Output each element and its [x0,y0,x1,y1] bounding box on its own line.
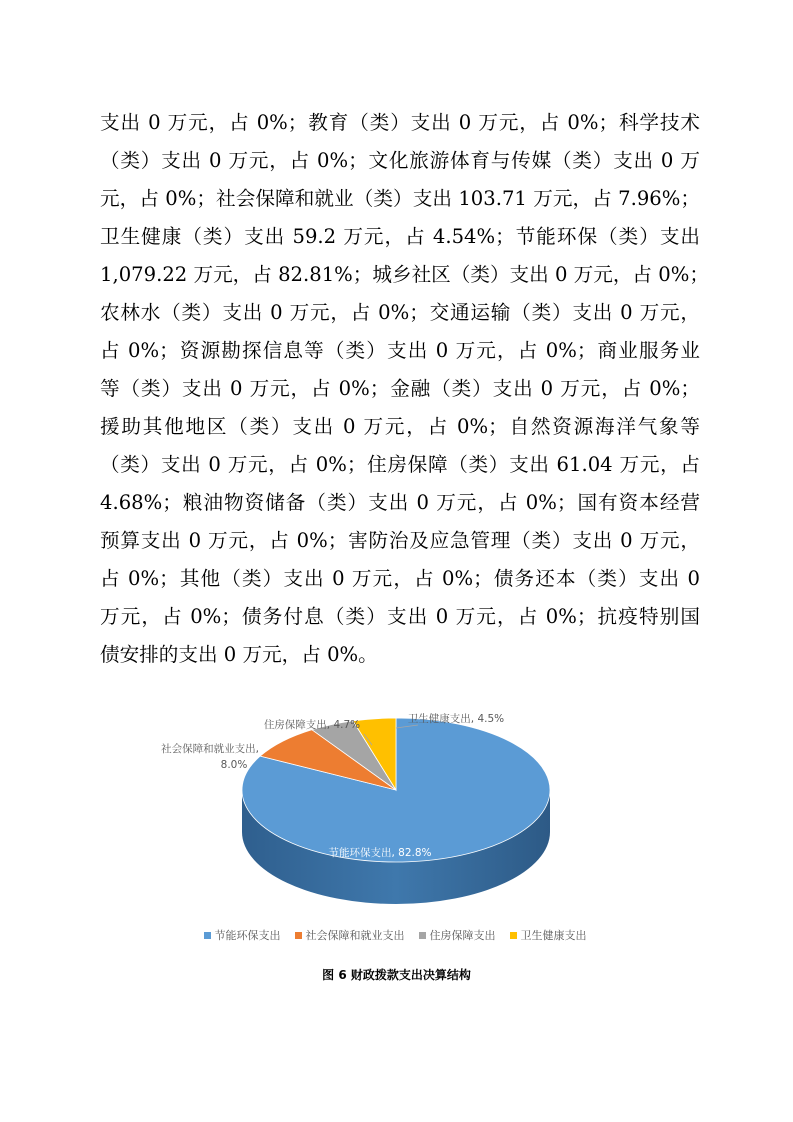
legend-swatch [510,932,517,939]
pie-chart [160,700,630,950]
paragraph-line: 债安排的支出 0 万元，占 0%。 [100,643,378,666]
legend-label: 住房保障支出 [429,929,496,942]
legend-item [510,926,587,944]
legend-label: 社会保障和就业支出 [305,929,405,942]
chart-legend [160,926,630,944]
paragraph-line: 占 0%；其他（类）支出 0 万元，占 0%；债务还本（类）支出 0 [100,567,700,590]
legend-item [204,926,281,944]
pie-data-label: 卫生健康支出, 4.5% [407,713,505,725]
paragraph-line: 万元，占 0%；债务付息（类）支出 0 万元，占 0%；抗疫特别国 [100,605,700,628]
legend-label: 节能环保支出 [214,929,281,942]
paragraph-line: 等（类）支出 0 万元，占 0%；金融（类）支出 0 万元，占 0%； [100,377,700,400]
pie-data-label: 社会保障和就业支出, [161,743,259,755]
paragraph-line: （类）支出 0 万元，占 0%；文化旅游体育与传媒（类）支出 0 万 [100,149,700,172]
legend-swatch [204,932,211,939]
paragraph-line: 支出 0 万元，占 0%；教育（类）支出 0 万元，占 0%；科学技术 [100,111,700,134]
paragraph-line: 预算支出 0 万元，占 0%；害防治及应急管理（类）支出 0 万元， [100,529,700,552]
paragraph-line: 卫生健康（类）支出 59.2 万元，占 4.54%；节能环保（类）支出 [100,225,700,248]
pie-data-label: 节能环保支出, 82.8% [328,847,432,859]
paragraph-line: 元，占 0%；社会保障和就业（类）支出 103.71 万元，占 7.96%； [100,187,700,210]
pie-top-layer [242,718,550,862]
legend-label: 卫生健康支出 [520,929,587,942]
paragraph-line: 4.68%；粮油物资储备（类）支出 0 万元，占 0%；国有资本经营 [100,491,700,514]
legend-swatch [295,932,302,939]
paragraph-line: 农林水（类）支出 0 万元，占 0%；交通运输（类）支出 0 万元， [100,301,700,324]
body-paragraph [100,104,709,674]
legend-swatch [419,932,426,939]
paragraph-line: （类）支出 0 万元，占 0%；住房保障（类）支出 61.04 万元，占 [100,453,700,476]
figure-caption: 图 6 财政拨款支出决算结构 [322,968,471,982]
pie-data-label: 住房保障支出, 4.7% [263,719,361,731]
legend-item [419,926,496,944]
pie-data-label: 8.0% [220,759,248,771]
paragraph-line: 1,079.22 万元，占 82.81%；城乡社区（类）支出 0 万元，占 0%； [100,263,709,286]
pie-chart-svg [160,700,630,926]
paragraph-line: 援助其他地区（类）支出 0 万元，占 0%；自然资源海洋气象等 [100,415,700,438]
legend-item [295,926,405,944]
paragraph-line: 占 0%；资源勘探信息等（类）支出 0 万元，占 0%；商业服务业 [100,339,700,362]
